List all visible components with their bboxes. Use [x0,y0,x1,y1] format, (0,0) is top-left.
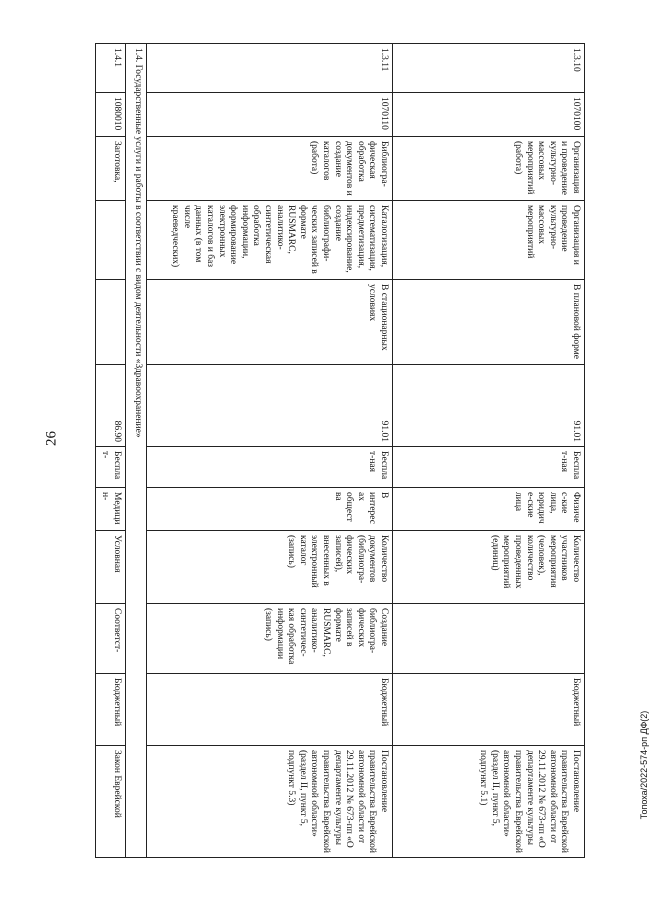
service-conditions: В стационарных условиях [147,280,393,365]
consumers: Физичес-кие лица, юридиче-ские лица [393,488,585,531]
service-name: Библиогра-фическая обработка документов и создание каталогов (работа) [147,137,393,201]
service-name: Заготовка, [95,137,125,201]
document-footer-code: Топоха/2022-574-рп ДФ(2) [639,710,649,820]
service-conditions [95,280,125,365]
row-number: 1.3.11 [147,44,393,93]
row-number: 1.4.1 [95,44,125,93]
institution-type: Бюджетный [147,674,393,746]
services-table [95,43,585,858]
payment-type: Бесплат-ная [147,447,393,488]
section-header-row [126,44,147,858]
service-conditions: В плановой форме [393,280,585,365]
legal-basis: Постановление правительства Еврейской автономной области от 29.11.2012 № 673-пп «О департаменте культуры правительства Еврейской автономной области» (раздел II, пункт 5, подпункт 5.1) [393,746,585,858]
consumers: Медицин- [95,488,125,531]
payment-type: Бесплат- [95,447,125,488]
quality-indicator: Соответст- [95,604,125,674]
quality-indicator: Создание библиогра-фических записей в формате RUSMARC, аналитико-синтетичес-кая обработка информации (запись) [147,604,393,674]
volume-indicator: Условная [95,531,125,604]
service-code: 1070110 [147,93,393,137]
service-name: Организация и проведение культурно-массовых мероприятий (работа) [393,137,585,201]
page-number: 26 [43,431,60,446]
okved-code: 86.90 [95,365,125,447]
table-row [147,44,393,858]
legal-basis: Постановление правительства Еврейской автономной области от 29.11.2012 № 673-пп «О департаменте культуры правительства Еврейской автономной области» (раздел II, пункт 5, подпункт 5.3) [147,746,393,858]
table-row [95,44,125,858]
institution-type: Бюджетный [393,674,585,746]
table-row [393,44,585,858]
service-code: 1070100 [393,93,585,137]
service-code: 1080010 [95,93,125,137]
service-content: Каталогизация, систематизация, предметизация, индексирование, создание библиографи-ческих записей в формате RUSMARC, аналитико-синтетическая обработка информации, формирование электронных каталогов и баз данных (в том числе краеведческих) [147,201,393,280]
okved-code: 91.01 [147,365,393,447]
section-title: 1.4. Государственные услуги и работы в соответствии с видом деятельности «Здравоохранение» [126,44,147,858]
row-number: 1.3.10 [393,44,585,93]
okved-code: 91.01 [393,365,585,447]
volume-indicator: Количество участников мероприятия (человек), количество проведенных мероприятий (единиц) [393,531,585,604]
service-content [95,201,125,280]
legal-basis: Закон Еврейской [95,746,125,858]
quality-indicator [393,604,585,674]
service-content: Организация и проведение культурно-массовых мероприятий [393,201,585,280]
payment-type: Бесплат-ная [393,447,585,488]
consumers: В интересах общества [147,488,393,531]
institution-type: Бюджетный [95,674,125,746]
volume-indicator: Количество документов (библиогра-фических записей), внесенных в электронный каталог (запись) [147,531,393,604]
rotated-table-wrapper [98,43,585,857]
